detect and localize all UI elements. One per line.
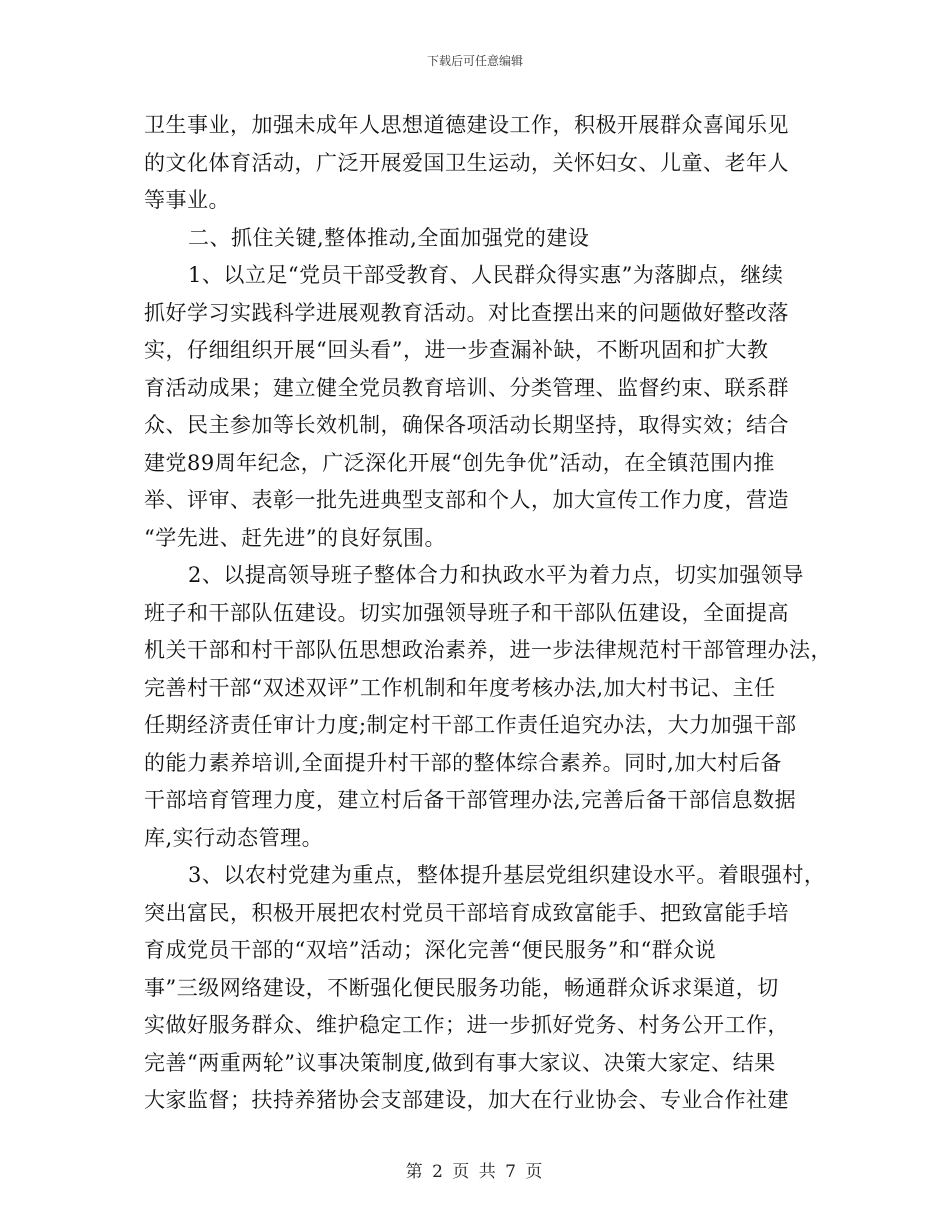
body-line: 机关干部和村干部队伍思想政治素养，进一步法律规范村干部管理办法， [144, 638, 832, 662]
body-line: 库,实行动态管理。 [144, 825, 324, 850]
body-line: 育成党员干部的“双培”活动；深化完善“便民服务”和“群众说 [144, 938, 717, 962]
body-line: 育活动成果；建立健全党员教育培训、分类管理、监督约束、联系群 [144, 375, 789, 400]
body-line: “学先进、赶先进”的良好氛围。 [144, 525, 446, 550]
body-line: 完善村干部“双述双评”工作机制和年度考核办法,加大村书记、主任 [144, 675, 776, 700]
document-body [144, 107, 832, 1120]
paragraph-first-line: 1、以立足“党员干部受教育、人民群众得实惠”为落脚点，继续 [188, 263, 784, 287]
body-line: 大家监督；扶持养猪协会支部建设，加大在行业协会、专业合作社建 [144, 1088, 789, 1112]
body-line: 干部培育管理力度，建立村后备干部管理办法,完善后备干部信息数据 [144, 788, 797, 812]
body-line: 班子和干部队伍建设。切实加强领导班子和干部队伍建设，全面提高 [144, 600, 789, 625]
body-line: 完善“两重两轮”议事决策制度,做到有事大家议、决策大家定、结果 [144, 1050, 776, 1075]
body-line: 建党89周年纪念，广泛深化开展“创先争优”活动，在全镇范围内推 [144, 450, 775, 475]
body-line: 的能力素养培训,全面提升村干部的整体综合素养。同时,加大村后备 [144, 750, 782, 775]
body-line: 突出富民，积极开展把农村党员干部培育成致富能手、把致富能手培 [144, 900, 789, 925]
body-line: 抓好学习实践科学进展观教育活动。对比查摆出来的问题做好整改落 [144, 300, 789, 325]
page-header: 下载后可任意编辑 [426, 54, 523, 68]
body-line: 等事业。 [144, 188, 230, 212]
body-line: 事”三级网络建设，不断强化便民服务功能，畅通群众诉求渠道，切 [144, 975, 779, 1000]
body-line: 任期经济责任审计力度;制定村干部工作责任追究办法，大力加强干部 [144, 713, 797, 737]
section-heading: 二、抓住关键,整体推动,全面加强党的建设 [188, 225, 590, 250]
page-number: 第 2 页 共 7 页 [405, 1162, 545, 1182]
paragraph-first-line: 3、以农村党建为重点，整体提升基层党组织建设水平。着眼强村， [188, 863, 826, 887]
body-line: 实做好服务群众、维护稳定工作；进一步抓好党务、村务公开工作， [144, 1013, 789, 1037]
paragraph-first-line: 2、以提高领导班子整体合力和执政水平为着力点，切实加强领导 [188, 563, 804, 587]
body-line: 实，仔细组织开展“回头看”，进一步查漏补缺，不断巩固和扩大教 [144, 338, 769, 362]
body-line: 众、民主参加等长效机制，确保各项活动长期坚持，取得实效；结合 [144, 413, 789, 437]
body-line: 卫生事业，加强未成年人思想道德建设工作，积极开展群众喜闻乐见 [144, 113, 789, 137]
body-line: 的文化体育活动，广泛开展爱国卫生运动，关怀妇女、儿童、老年人 [144, 150, 789, 175]
body-line: 举、评审、表彰一批先进典型支部和个人，加大宣传工作力度，营造 [144, 488, 789, 512]
